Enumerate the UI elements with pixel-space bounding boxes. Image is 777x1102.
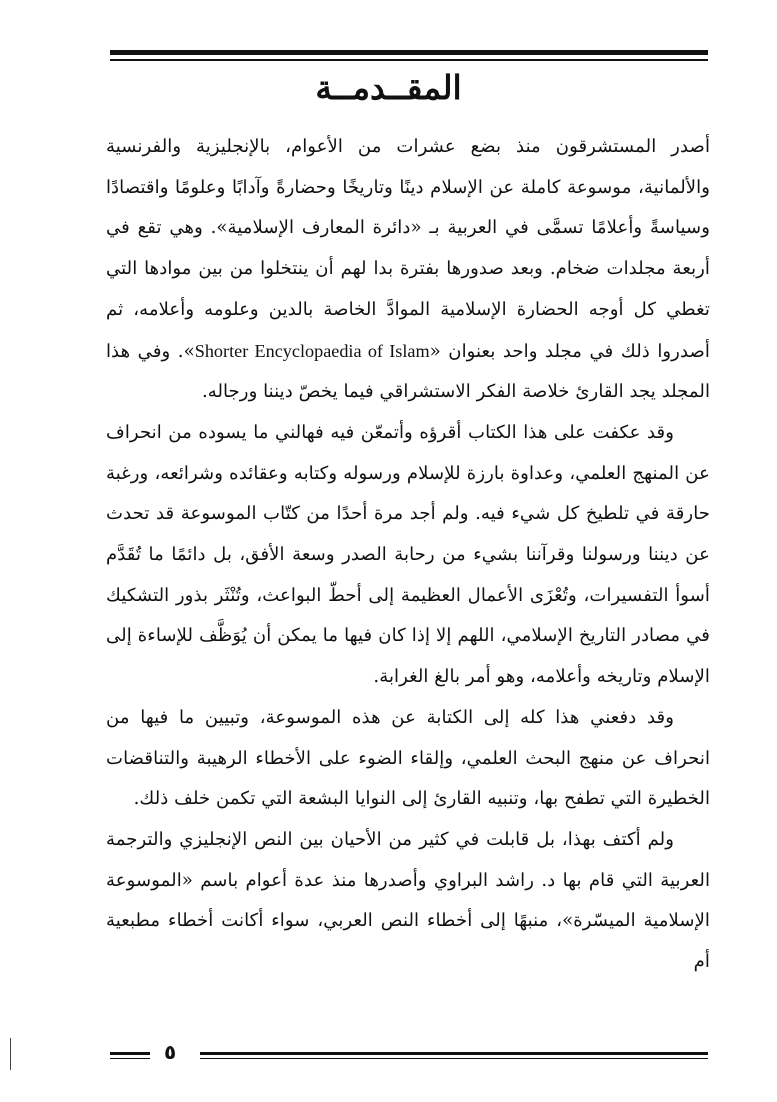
body-text — [106, 127, 710, 983]
page-number: ٥ — [164, 1040, 177, 1064]
footer-rule-right — [200, 1052, 708, 1055]
footer-rule-right-thin — [200, 1058, 708, 1059]
paragraph-2: وقد عكفت على هذا الكتاب أقرؤه وأتمعّن فيه فهالني ما يسوده من انحراف عن المنهج العلمي، وعداوة بارزة للإسلام ورسوله وكتابه وعقائده وشرائعه، ورغبة حارقة في تلطيخ كل شيء فيه. ولم أجد مرة أحدًا من كتّاب الموسوعة قد تحدث عن ديننا ورسولنا وقرآننا بشيء من رحابة الصدر وسعة الأفق، بل دائمًا ما تُقَدَّم أسوأ التفسيرات، وتُعْزَى الأعمال العظيمة إلى أحطّ البواعث، وتُنْثَر بذور التشكيك في مصادر التاريخ الإسلامي، اللهم إلا إذا كان فيها ما يمكن أن يُوَظَّف للإساءة إلى الإسلام وتاريخه وأعلامه، وهو أمر بالغ الغرابة. — [106, 421, 710, 688]
paragraph-1 — [106, 127, 710, 413]
footer-rule-left — [110, 1052, 150, 1055]
margin-mark — [10, 1038, 11, 1070]
paragraph-3: وقد دفعني هذا كله إلى الكتابة عن هذه الموسوعة، وتبيين ما فيها من انحراف عن منهج البحث العلمي، وإلقاء الضوء على الأخطاء الرهيبة والتناقضات الخطيرة التي تطفح بها، وتنبيه القارئ إلى النوايا البشعة التي تكمن خلف ذلك. — [106, 706, 710, 810]
paragraph-4: ولم أكتف بهذا، بل قابلت في كثير من الأحيان بين النص الإنجليزي والترجمة العربية التي قام بها د. راشد البراوي وأصدرها منذ عدة أعوام باسم «الموسوعة الإسلامية الميسّرة»، منبهًا إلى أخطاء النص العربي، سواء أكانت أخطاء مطبعية أم — [106, 828, 710, 973]
header-rule-thin — [110, 59, 708, 61]
page-footer — [110, 1040, 708, 1064]
page-title: المقــدمــة — [315, 68, 462, 107]
header-rule-thick — [110, 50, 708, 55]
paragraph-1-tail: ». وفي هذا المجلد يجد القارئ خلاصة الفكر الاستشراقي فيما يخصّ ديننا ورجاله. — [106, 340, 710, 403]
paragraph-1-text: أصدر المستشرقون منذ بضع عشرات من الأعوام، بالإنجليزية والفرنسية والألمانية، موسوعة كاملة عن الإسلام دينًا وتاريخًا وحضارةً وآدابًا وعلومًا واقتصادًا وسياسةً وأعلامًا تسمَّى في العربية بـ «دائرة المعارف الإسلامية». وهي تقع في أربعة مجلدات ضخام. وبعد صدورها بفترة بدا لهم أن ينتخلوا من بين موادها التي تغطي كل أوجه الحضارة الإسلامية الموادَّ الخاصة بالدين وعلومه وأعلامه، ثم أصدروا ذلك في مجلد واحد بعنوان « — [106, 136, 710, 362]
english-title: Shorter Encyclopaedia of Islam — [194, 340, 430, 361]
footer-rule-left-thin — [110, 1058, 150, 1059]
